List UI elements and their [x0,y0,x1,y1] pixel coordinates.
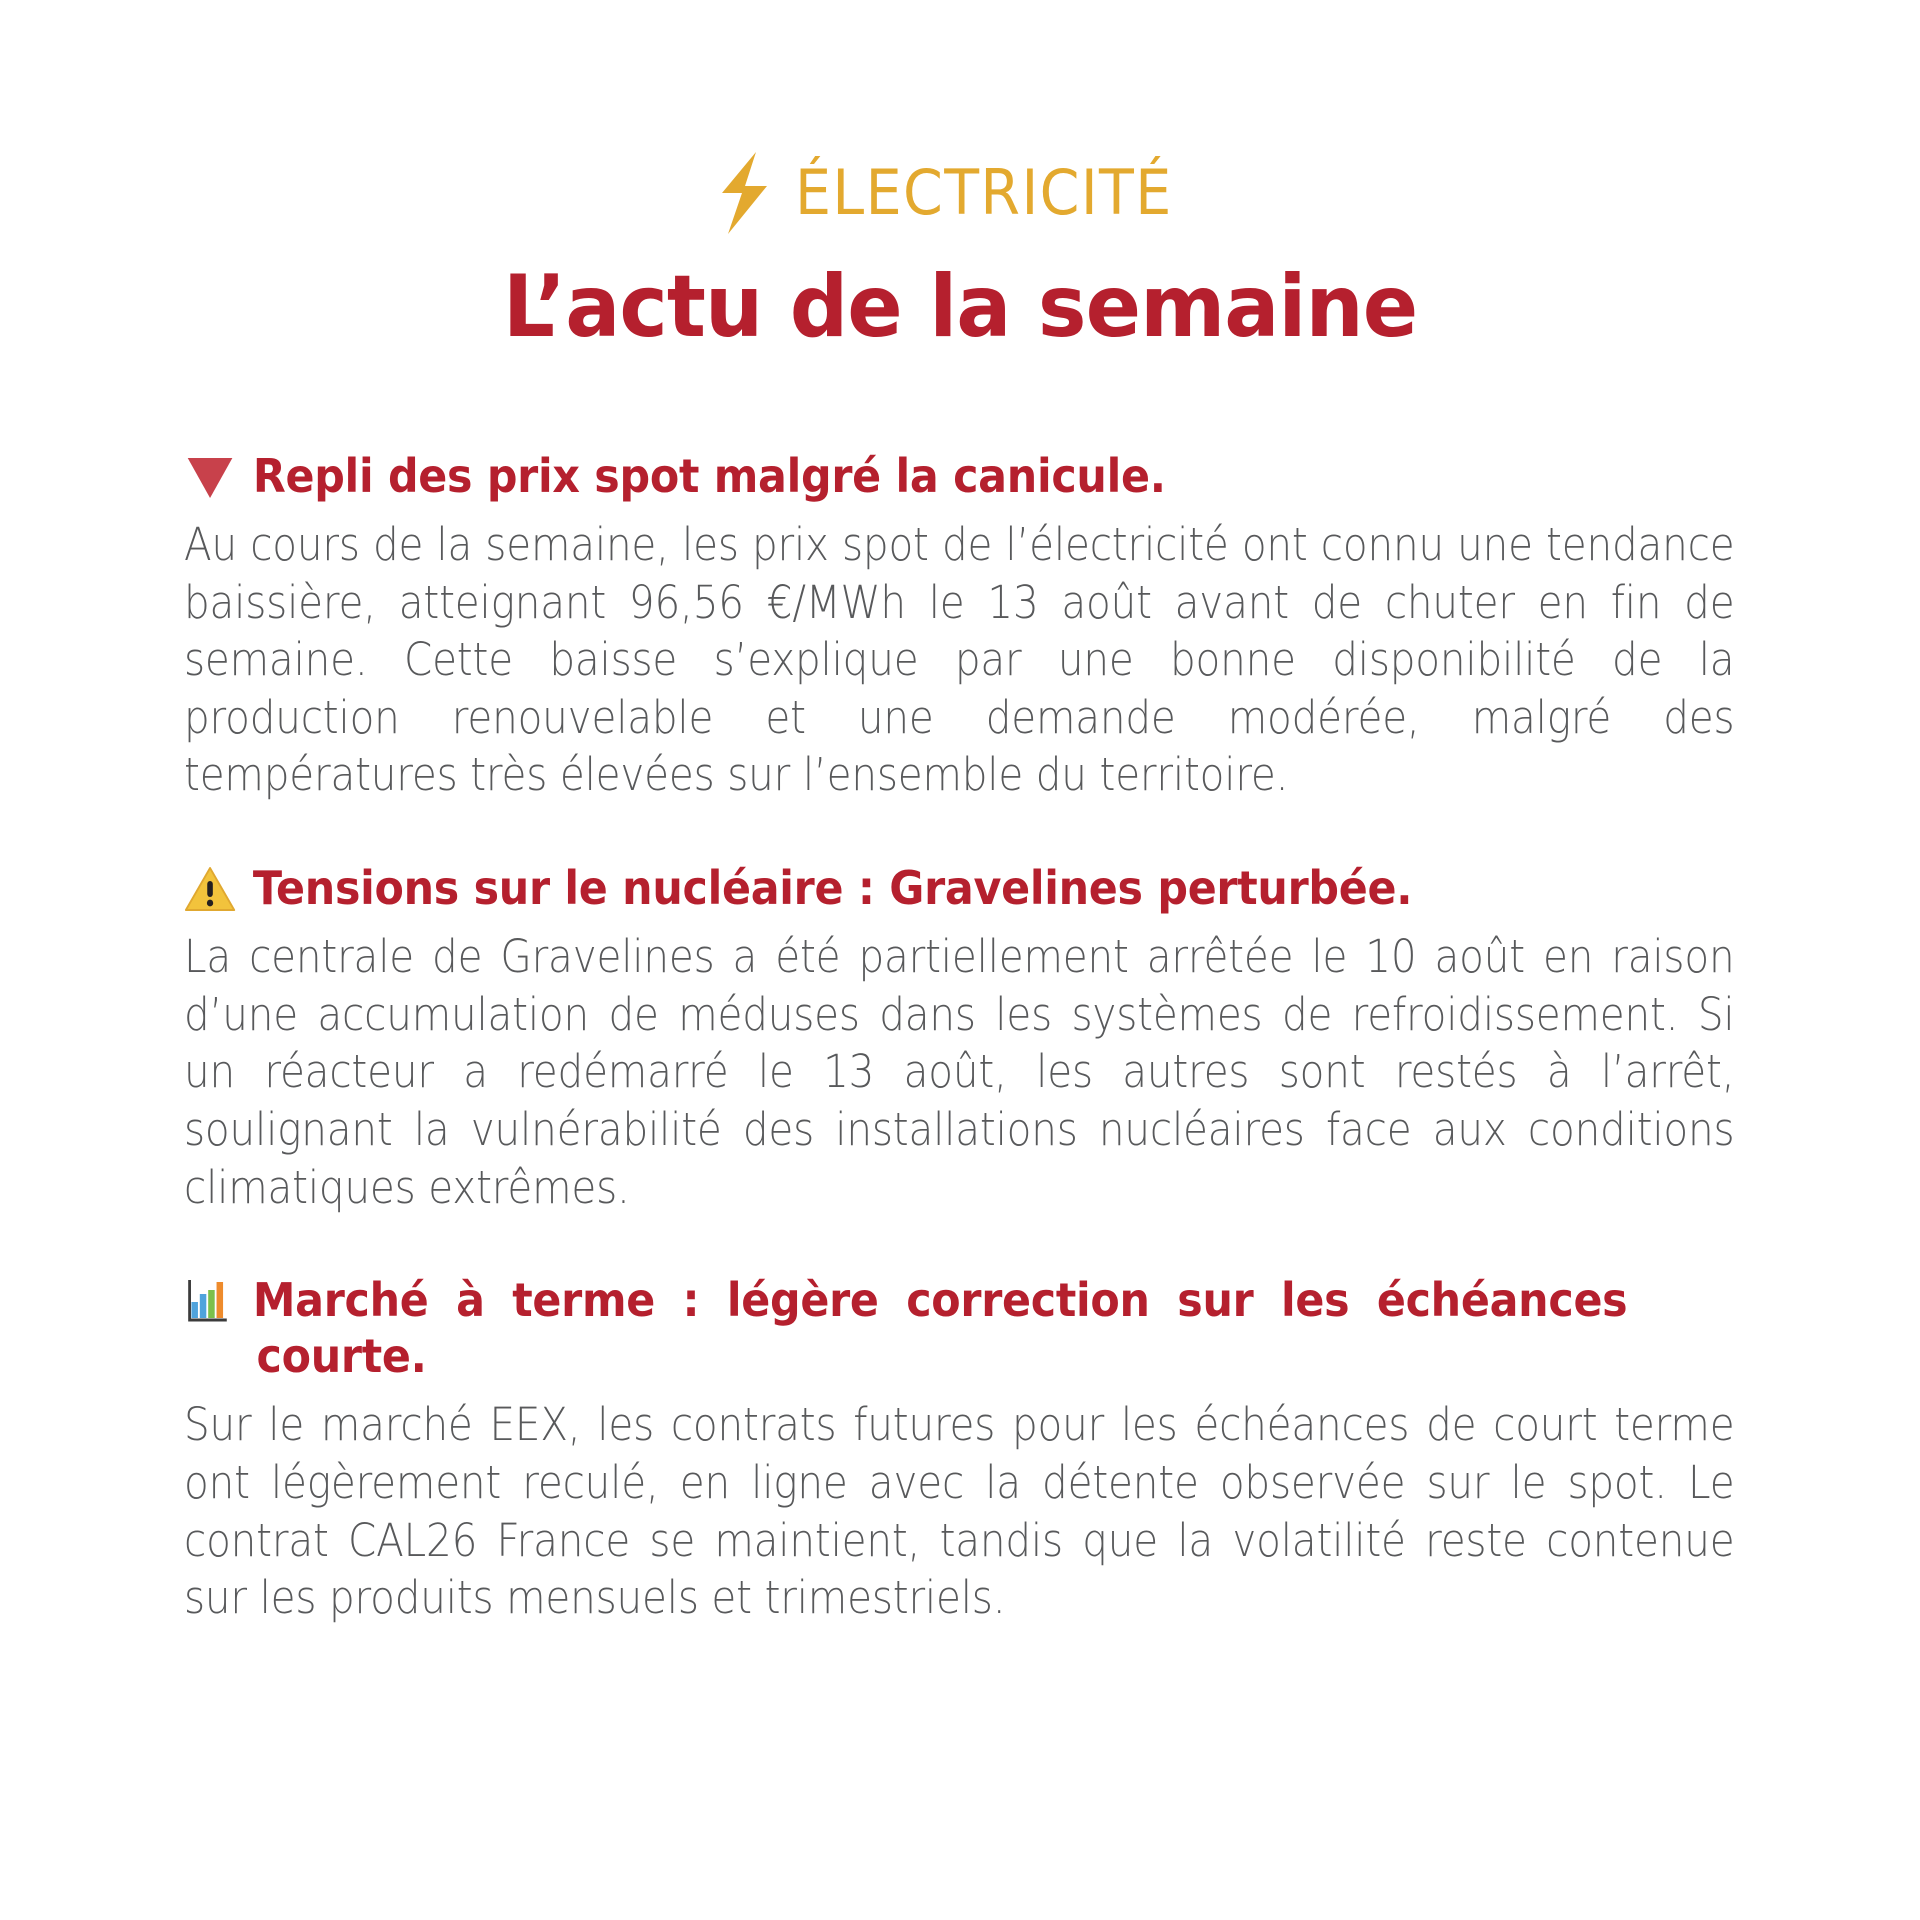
news-block [184,1272,1736,1627]
news-block-heading-text: Marché à terme : légère correction sur les échéances courte. [252,1273,1628,1384]
kicker-label: ÉLECTRICITÉ [794,156,1173,229]
header [0,0,1920,357]
news-block-text: Sur le marché EEX, les contrats futures pour les échéances de court terme ont légèrement reculé, en ligne avec la détente observée sur le spot. Le contrat CAL26 France se maintient, tandis que la volatilité reste contenue sur les produits mensuels et trimestriels. [184,1398,1735,1625]
news-block [184,860,1736,1216]
news-block-heading [184,860,1627,916]
lightning-bolt-icon [715,152,773,234]
news-block-heading [184,1272,1627,1384]
news-block [184,448,1736,804]
down-triangle-icon [184,454,236,500]
warning-triangle-icon [184,866,236,912]
news-block-heading-text: Repli des prix spot malgré la canicule. [252,449,1166,503]
news-block-heading-text: Tensions sur le nucléaire : Gravelines perturbée. [252,861,1413,916]
news-block-text: La centrale de Gravelines a été partiellement arrêtée le 10 août en raison d’une accumulation de méduses dans les systèmes de refroidissement. Si un réacteur a redémarré le 13 août, les autres sont restés à l’arrêt, soulignant la vulnérabilité des installations nucléaires face aux conditions climatiques extrêmes. [184,930,1735,1214]
news-block-text: Au cours de la semaine, les prix spot de l’électricité ont connu une tendance baissière, atteignant 96,56 €/MWh le 13 août avant de chuter en fin de semaine. Cette baisse s’explique par une bonne disponibilité de la production renouvelable et une demande modérée, malgré des températures très élevées sur l’ensemble du territoire. [184,518,1735,802]
bar-chart-icon [184,1278,236,1324]
page-title: L’actu de la semaine [502,257,1418,357]
news-block-heading [184,448,1627,504]
article-body [184,350,1736,1627]
kicker [0,150,1920,236]
